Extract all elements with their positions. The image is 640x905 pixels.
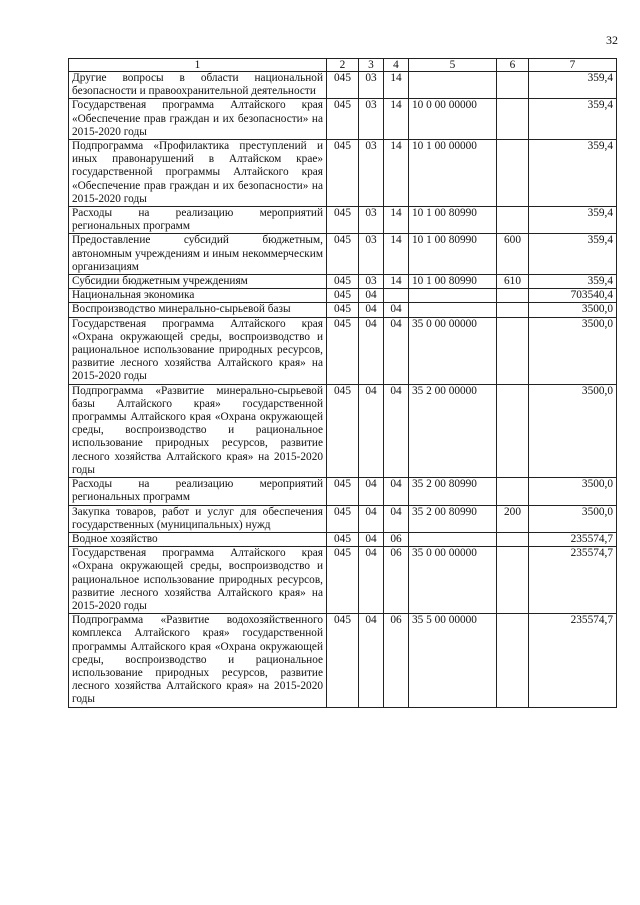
item-name-cell: Подпрограмма «Развитие минерально-сырьевой базы Алтайского края» государственной программы Алтайского края «Охрана окружающей среды, воспроизводство и рациональное использование природных ресурсов, развитие лесного хозяйства Алтайского края» на 2015-2020 годы — [69, 384, 327, 477]
expense-type-cell — [497, 532, 529, 546]
expense-type-cell — [497, 72, 529, 99]
expense-type-cell — [497, 547, 529, 614]
table-row — [69, 478, 617, 505]
ministry-code-cell: 045 — [327, 532, 359, 546]
subsection-code-cell: 06 — [384, 532, 409, 546]
ministry-code-cell: 045 — [327, 303, 359, 317]
item-name-cell: Воспроизводство минерально-сырьевой базы — [69, 303, 327, 317]
amount-cell: 3500,0 — [529, 317, 617, 384]
expense-type-cell — [497, 140, 529, 207]
item-name-cell: Расходы на реализацию мероприятий региональных программ — [69, 207, 327, 234]
subsection-code-cell: 04 — [384, 505, 409, 532]
section-code-cell: 04 — [359, 384, 384, 477]
target-article-cell — [409, 289, 497, 303]
page-number: 32 — [606, 33, 618, 47]
section-code-cell: 03 — [359, 234, 384, 275]
column-header: 2 — [327, 59, 359, 72]
ministry-code-cell: 045 — [327, 99, 359, 140]
target-article-cell: 35 2 00 80990 — [409, 478, 497, 505]
amount-cell: 359,4 — [529, 234, 617, 275]
subsection-code-cell: 14 — [384, 275, 409, 289]
amount-cell: 3500,0 — [529, 303, 617, 317]
column-header: 7 — [529, 59, 617, 72]
expense-type-cell — [497, 303, 529, 317]
table-row — [69, 72, 617, 99]
expense-type-cell — [497, 614, 529, 707]
target-article-cell — [409, 532, 497, 546]
expense-type-cell — [497, 478, 529, 505]
target-article-cell — [409, 303, 497, 317]
ministry-code-cell: 045 — [327, 317, 359, 384]
item-name-cell: Расходы на реализацию мероприятий региональных программ — [69, 478, 327, 505]
section-code-cell: 04 — [359, 289, 384, 303]
ministry-code-cell: 045 — [327, 547, 359, 614]
table-body — [69, 72, 617, 708]
header-row — [69, 59, 617, 72]
table-row — [69, 614, 617, 707]
table-row — [69, 532, 617, 546]
target-article-cell: 10 1 00 80990 — [409, 234, 497, 275]
subsection-code-cell: 14 — [384, 99, 409, 140]
amount-cell: 359,4 — [529, 99, 617, 140]
item-name-cell: Предоставление субсидий бюджетным, автономным учреждениям и иным некоммерческим организациям — [69, 234, 327, 275]
section-code-cell: 03 — [359, 140, 384, 207]
section-code-cell: 03 — [359, 99, 384, 140]
section-code-cell: 04 — [359, 478, 384, 505]
target-article-cell — [409, 72, 497, 99]
amount-cell: 3500,0 — [529, 478, 617, 505]
ministry-code-cell: 045 — [327, 478, 359, 505]
table-row — [69, 547, 617, 614]
column-header: 4 — [384, 59, 409, 72]
subsection-code-cell: 14 — [384, 72, 409, 99]
expense-type-cell — [497, 207, 529, 234]
amount-cell: 235574,7 — [529, 547, 617, 614]
target-article-cell: 10 1 00 80990 — [409, 207, 497, 234]
subsection-code-cell: 14 — [384, 234, 409, 275]
amount-cell: 359,4 — [529, 72, 617, 99]
target-article-cell: 35 2 00 80990 — [409, 505, 497, 532]
subsection-code-cell: 14 — [384, 140, 409, 207]
subsection-code-cell: 04 — [384, 317, 409, 384]
section-code-cell: 03 — [359, 207, 384, 234]
item-name-cell: Водное хозяйство — [69, 532, 327, 546]
amount-cell: 359,4 — [529, 207, 617, 234]
item-name-cell: Субсидии бюджетным учреждениям — [69, 275, 327, 289]
expense-type-cell — [497, 289, 529, 303]
section-code-cell: 04 — [359, 547, 384, 614]
table-row — [69, 317, 617, 384]
subsection-code-cell: 06 — [384, 614, 409, 707]
subsection-code-cell: 04 — [384, 478, 409, 505]
ministry-code-cell: 045 — [327, 207, 359, 234]
amount-cell: 703540,4 — [529, 289, 617, 303]
section-code-cell: 04 — [359, 317, 384, 384]
ministry-code-cell: 045 — [327, 384, 359, 477]
target-article-cell: 10 0 00 00000 — [409, 99, 497, 140]
section-code-cell: 03 — [359, 72, 384, 99]
item-name-cell: Государственая программа Алтайского края «Обеспечение прав граждан и их безопасности» на 2015-2020 годы — [69, 99, 327, 140]
amount-cell: 3500,0 — [529, 384, 617, 477]
target-article-cell: 35 5 00 00000 — [409, 614, 497, 707]
expense-type-cell — [497, 317, 529, 384]
column-header: 5 — [409, 59, 497, 72]
ministry-code-cell: 045 — [327, 289, 359, 303]
item-name-cell: Подпрограмма «Профилактика преступлений и иных правонарушений в Алтайском крае» государственной программы Алтайского края «Обеспечение прав граждан и их безопасности» на 2015-2020 годы — [69, 140, 327, 207]
ministry-code-cell: 045 — [327, 72, 359, 99]
budget-table — [68, 58, 617, 708]
table-row — [69, 384, 617, 477]
section-code-cell: 03 — [359, 275, 384, 289]
subsection-code-cell: 04 — [384, 384, 409, 477]
ministry-code-cell: 045 — [327, 505, 359, 532]
item-name-cell: Национальная экономика — [69, 289, 327, 303]
ministry-code-cell: 045 — [327, 275, 359, 289]
subsection-code-cell: 14 — [384, 207, 409, 234]
ministry-code-cell: 045 — [327, 614, 359, 707]
column-header: 3 — [359, 59, 384, 72]
subsection-code-cell — [384, 289, 409, 303]
table-row — [69, 505, 617, 532]
amount-cell: 359,4 — [529, 275, 617, 289]
ministry-code-cell: 045 — [327, 234, 359, 275]
expense-type-cell: 600 — [497, 234, 529, 275]
target-article-cell: 10 1 00 00000 — [409, 140, 497, 207]
table-row — [69, 275, 617, 289]
item-name-cell: Государственая программа Алтайского края «Охрана окружающей среды, воспроизводство и рациональное использование природных ресурсов, развитие лесного хозяйства Алтайского края» на 2015-2020 годы — [69, 317, 327, 384]
expense-type-cell — [497, 99, 529, 140]
target-article-cell: 35 0 00 00000 — [409, 317, 497, 384]
ministry-code-cell: 045 — [327, 140, 359, 207]
amount-cell: 359,4 — [529, 140, 617, 207]
target-article-cell: 35 0 00 00000 — [409, 547, 497, 614]
section-code-cell: 04 — [359, 505, 384, 532]
amount-cell: 235574,7 — [529, 532, 617, 546]
section-code-cell: 04 — [359, 303, 384, 317]
section-code-cell: 04 — [359, 532, 384, 546]
item-name-cell: Другие вопросы в области национальной безопасности и правоохранительной деятельности — [69, 72, 327, 99]
target-article-cell: 35 2 00 00000 — [409, 384, 497, 477]
subsection-code-cell: 04 — [384, 303, 409, 317]
table-row — [69, 207, 617, 234]
item-name-cell: Подпрограмма «Развитие водохозяйственного комплекса Алтайского края» государственной программы Алтайского края «Охрана окружающей среды, воспроизводство и рациональное использование природных ресурсов, развитие лесного хозяйства Алтайского края» на 2015-2020 годы — [69, 614, 327, 707]
column-header: 6 — [497, 59, 529, 72]
target-article-cell: 10 1 00 80990 — [409, 275, 497, 289]
expense-type-cell — [497, 384, 529, 477]
amount-cell: 3500,0 — [529, 505, 617, 532]
item-name-cell: Закупка товаров, работ и услуг для обеспечения государственных (муниципальных) нужд — [69, 505, 327, 532]
section-code-cell: 04 — [359, 614, 384, 707]
table-row — [69, 234, 617, 275]
table-row — [69, 99, 617, 140]
amount-cell: 235574,7 — [529, 614, 617, 707]
item-name-cell: Государственая программа Алтайского края «Охрана окружающей среды, воспроизводство и рациональное использование природных ресурсов, развитие лесного хозяйства Алтайского края» на 2015-2020 годы — [69, 547, 327, 614]
subsection-code-cell: 06 — [384, 547, 409, 614]
column-header: 1 — [69, 59, 327, 72]
expense-type-cell: 610 — [497, 275, 529, 289]
expense-type-cell: 200 — [497, 505, 529, 532]
table-row — [69, 140, 617, 207]
table-row — [69, 303, 617, 317]
table-row — [69, 289, 617, 303]
